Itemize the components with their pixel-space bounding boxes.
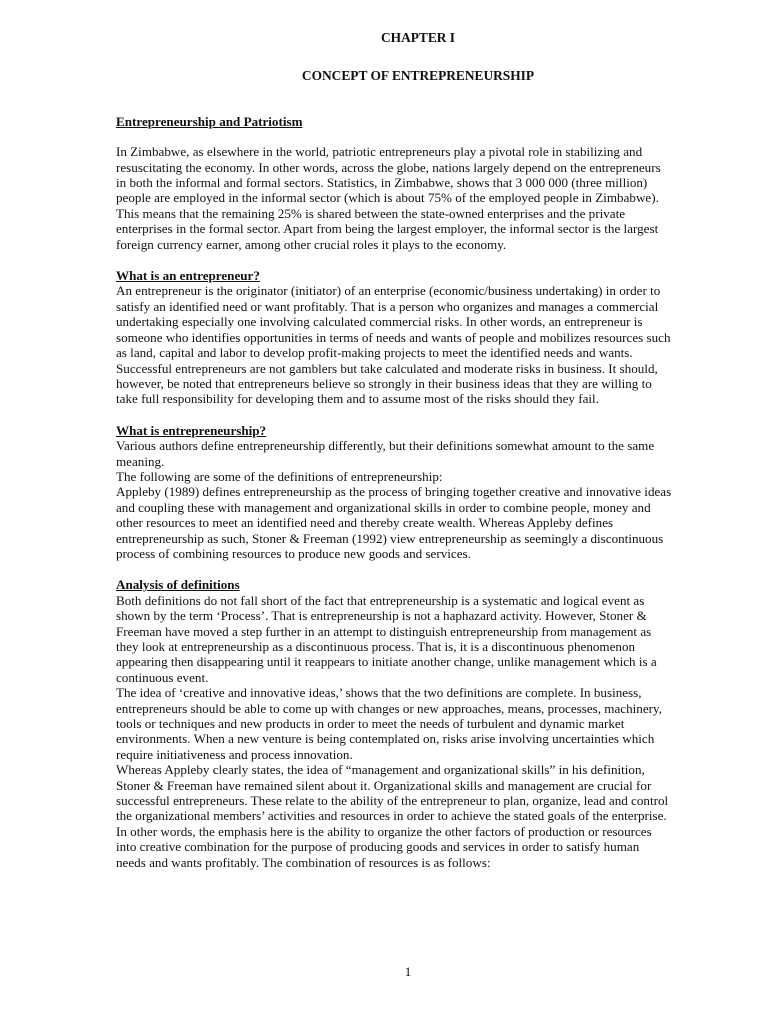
section-heading: What is an entrepreneur? bbox=[116, 268, 260, 284]
paragraph: The following are some of the definitions of entrepreneurship: bbox=[116, 468, 443, 484]
section-heading: Entrepreneurship and Patriotism bbox=[116, 113, 303, 129]
section-what-is-entrepreneur bbox=[116, 268, 672, 407]
page-number: 1 bbox=[404, 964, 412, 979]
paragraph: In Zimbabwe, as elsewhere in the world, patriotic entrepreneurs play a pivotal role in stabilizing and resuscitating the economy. In other words, across the globe, nations largely depend on the entrepreneurs in both the informal and formal sectors. Statistics, in Zimbabwe, shows that 3 000 000 (three million) people are employed in the informal sector (which is about 75% of the employed people in Zimbabwe). This means that the remaining 25% is shared between the state-owned enterprises and the private enterprises in the formal sector. Apart from being the largest employer, the informal sector is the largest foreign currency earner, among other crucial roles it plays to the economy. bbox=[116, 144, 661, 252]
paragraph: Both definitions do not fall short of the fact that entrepreneurship is a systematic and logical event as shown by the term ‘Process’. That is entrepreneurship is not a haphazard activity. However, Stoner & Freeman have moved a step further in an attempt to distinguish entrepreneurship from management as they look at entrepreneurship as a discontinuous process. That is, it is a discontinuous phenomenon appearing then disappearing until it reappears to initiate another change, unlike management which is a continuous event. bbox=[116, 592, 657, 685]
paragraph: Successful entrepreneurs are not gamblers but take calculated and moderate risks in business. It should, however, be noted that entrepreneurs believe so strongly in their business ideas that they are willing to take full responsibility for developing them and to assume most of the risks should they fail. bbox=[116, 360, 658, 407]
chapter-heading: CHAPTER I bbox=[380, 30, 456, 45]
paragraph: Whereas Appleby clearly states, the idea of “management and organizational skills” in his definition, Stoner & Freeman have remained silent about it. Organizational skills and management are crucial for successful entrepreneurs. These relate to the ability of the entrepreneur to plan, organize, lead and control the organizational members’ activities and resources in order to achieve the stated goals of the enterprise. In other words, the emphasis here is the ability to organize the other factors of production or resources into creative combination for the purpose of producing goods and services in order to satisfy human needs and wants profitably. The combination of resources is as follows: bbox=[116, 762, 669, 870]
paragraph: The idea of ‘creative and innovative ideas,’ shows that the two definitions are complete. In business, entrepreneurs should be able to come up with changes or new approaches, means, processes, machinery, tools or techniques and new products in order to meet the needs of turbulent and dynamic market environments. When a new venture is being contemplated on, risks arise involving uncertainties which require initiativeness and process innovation. bbox=[116, 685, 662, 762]
document-page bbox=[116, 30, 672, 870]
paragraph: Appleby (1989) defines entrepreneurship as the process of bringing together creative and innovative ideas and coupling these with management and organizational skills in order to combine people, money and other resources to meet an identified need and thereby create wealth. Whereas Appleby defines entrepreneurship as such, Stoner & Freeman (1992) view entrepreneurship as seemingly a discontinuous process of combining resources to produce new goods and services. bbox=[116, 484, 672, 561]
section-what-is-entrepreneurship bbox=[116, 423, 672, 562]
section-patriotism bbox=[116, 114, 672, 252]
paragraph: Various authors define entrepreneurship differently, but their definitions somewhat amount to the same meaning. bbox=[116, 438, 655, 469]
chapter-title: CONCEPT OF ENTREPRENEURSHIP bbox=[301, 68, 535, 84]
paragraph: An entrepreneur is the originator (initiator) of an enterprise (economic/business undertaking) in order to satisfy an identified need or want profitably. That is a person who organizes and manages a commercial undertaking especially one involving calculated commercial risks. In other words, an entrepreneur is someone who identifies opportunities in terms of needs and wants of people and mobilizes resources such as land, capital and labor to develop profit-making projects to meet the identified needs and wants. bbox=[116, 283, 671, 361]
section-analysis-of-definitions bbox=[116, 577, 672, 870]
section-heading: Analysis of definitions bbox=[116, 577, 240, 593]
section-heading: What is entrepreneurship? bbox=[116, 422, 267, 438]
